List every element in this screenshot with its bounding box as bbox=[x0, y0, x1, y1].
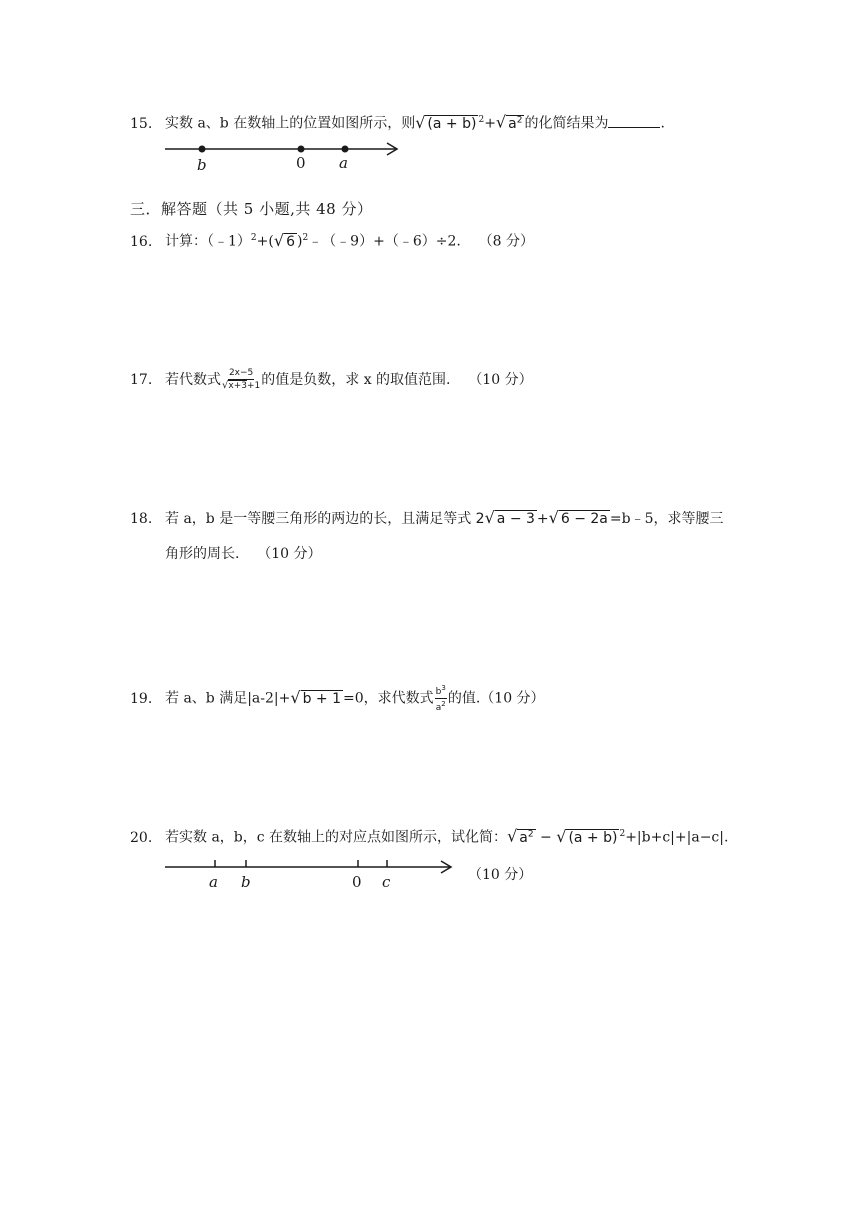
label-a: a bbox=[339, 154, 348, 172]
radical-expression: √ b + 1 bbox=[290, 687, 341, 707]
score-label: （10 分） bbox=[480, 690, 545, 707]
score-label: （10 分） bbox=[468, 867, 533, 883]
fraction: $\frac{b^3}{a^2}$ bbox=[435, 684, 446, 713]
question-18-line-2: 角形的周长. （10 分） bbox=[165, 546, 322, 562]
question-text: 实数 a、b 在数轴上的位置如图所示，则 bbox=[165, 115, 416, 132]
label-b: b bbox=[241, 873, 251, 891]
radical-expression: √ a − 3 bbox=[484, 508, 535, 527]
radical-expression: √ (a + b) bbox=[415, 112, 477, 132]
question-number: 19. bbox=[130, 690, 153, 707]
label-b: b bbox=[197, 156, 207, 174]
label-a: a bbox=[209, 873, 218, 891]
point-0 bbox=[298, 146, 305, 153]
question-15: 15. 实数 a、b 在数轴上的位置如图所示，则√ (a + b) $^2$+√ $a^2$ 的化简结果为 . bbox=[130, 110, 665, 134]
question-20: 20. 若实数 a，b，c 在数轴上的对应点如图所示，试化简：√ $a^2$ − √ (a + b) $^2$+|b+c|+|a−c|. bbox=[130, 824, 728, 848]
label-c: c bbox=[382, 873, 391, 891]
score-label: （10 分） bbox=[468, 372, 533, 388]
label-0: 0 bbox=[352, 873, 362, 891]
question-19: 19. 若 a、b 满足|a-2|+√ b + 1 =0，求代数式 $\frac{b^3}{a^2}$ 的值.（10 分） bbox=[130, 684, 545, 713]
fraction: $\frac{2x-5}{√x+3+1}$ bbox=[222, 368, 261, 391]
point-b bbox=[199, 146, 206, 153]
radical-expression: √ 6 − 2a bbox=[548, 508, 608, 527]
question-number: 20. bbox=[130, 829, 153, 846]
question-number: 18. bbox=[130, 511, 153, 527]
question-number: 16. bbox=[130, 233, 153, 250]
question-17: 17. 若代数式 $\frac{2x-5}{√x+3+1}$ 的值是负数，求 x 的取值范围. （10 分） bbox=[130, 368, 533, 391]
answer-blank[interactable] bbox=[608, 114, 660, 128]
label-0: 0 bbox=[296, 154, 306, 172]
question-16: 16. 计算：（﹣1）$^2$+(√ 6 )$^2$﹣（﹣9）+（﹣6）÷2. （8 分） bbox=[130, 230, 534, 250]
number-line-20 bbox=[160, 855, 460, 895]
radical-expression: √ (a + b) bbox=[556, 826, 618, 846]
question-number: 17. bbox=[130, 372, 153, 388]
score-label: （8 分） bbox=[478, 233, 534, 250]
section-heading: 三．解答题（共 5 小题,共 48 分） bbox=[130, 200, 373, 218]
score-label: （10 分） bbox=[257, 546, 322, 562]
number-line-15 bbox=[160, 138, 405, 178]
radical-expression: √ 6 bbox=[273, 230, 295, 250]
question-number: 15. bbox=[130, 115, 153, 132]
question-18: 18. 若 a，b 是一等腰三角形的两边的长，且满足等式 2√ a − 3 +√ 6 − 2a =b﹣5，求等腰三 bbox=[130, 508, 724, 527]
radical-expression: √ $a^2$ bbox=[495, 112, 523, 132]
radical-expression: √ $a^2$ bbox=[507, 826, 534, 846]
point-a bbox=[342, 146, 349, 153]
question-text: 的化简结果为 bbox=[524, 115, 609, 132]
